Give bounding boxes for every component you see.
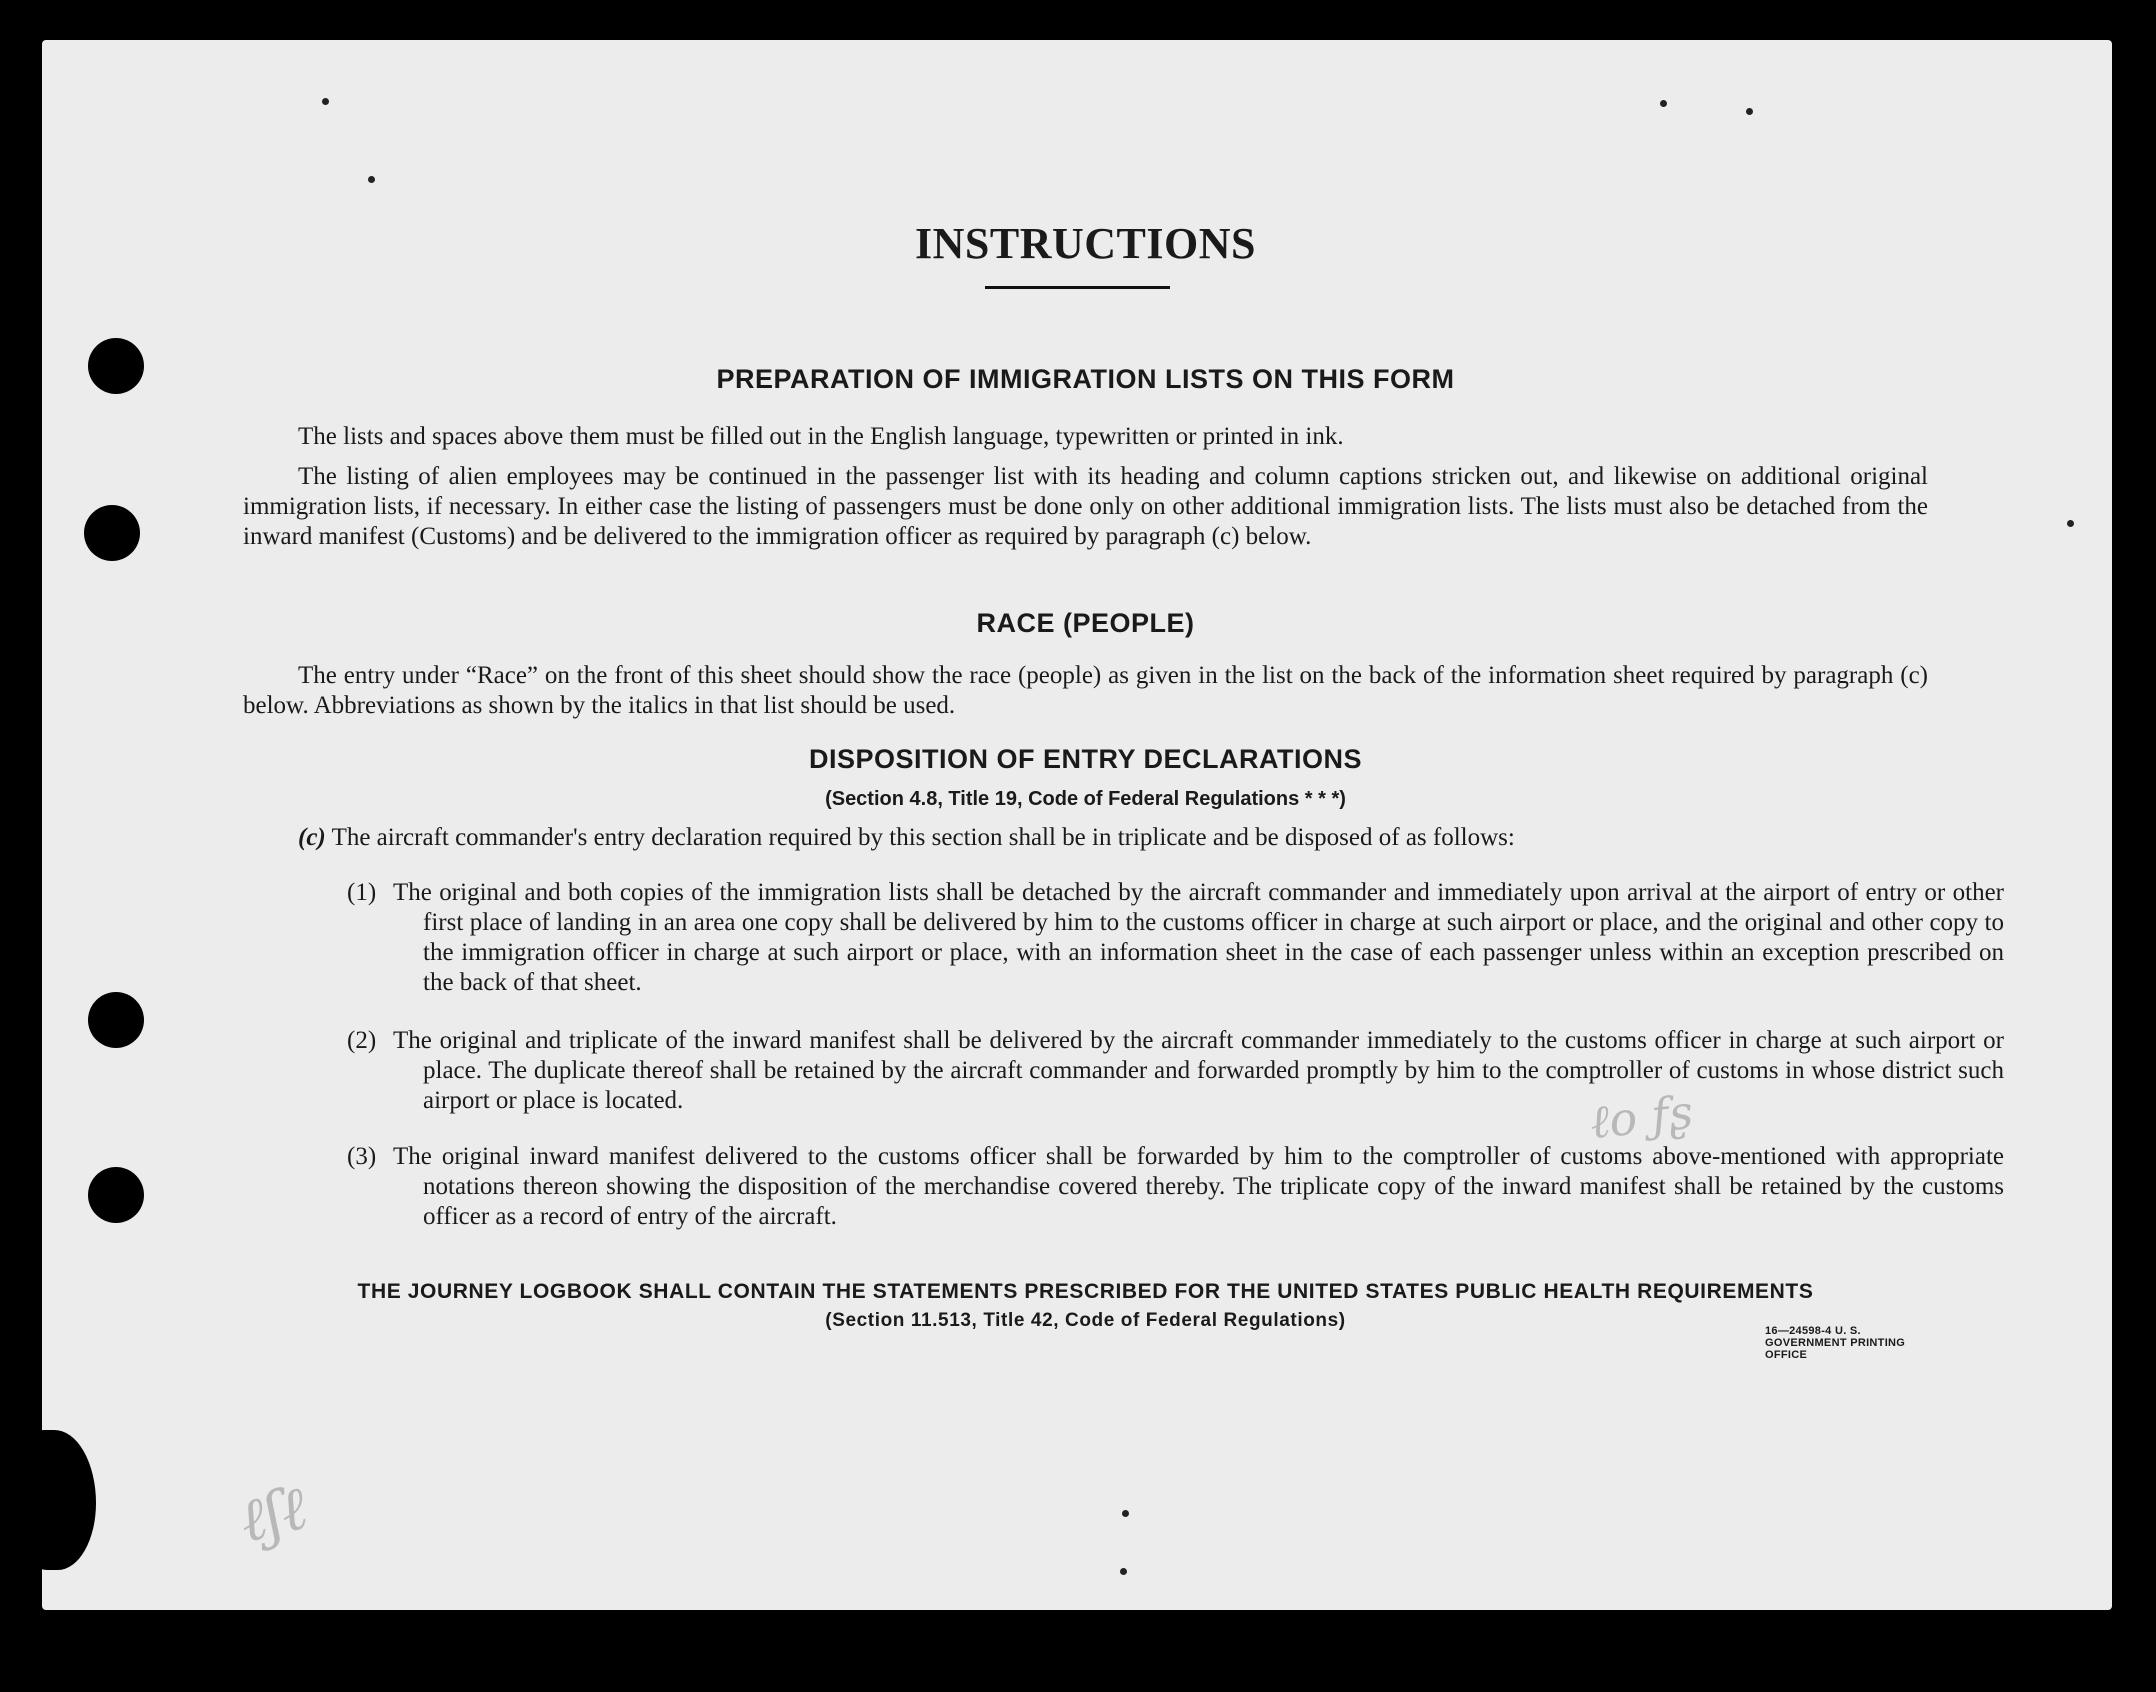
printer-imprint: 16—24598-4 U. S. GOVERNMENT PRINTING OFFICE <box>1765 1325 1906 1361</box>
speck <box>322 98 329 105</box>
page-title: INSTRUCTIONS <box>915 219 1256 268</box>
list-item-number: (3) <box>347 1143 377 1170</box>
paragraph-intro-text: The aircraft commander's entry declaration required by this section shall be in triplicate and be disposed of as follows: <box>331 824 1515 851</box>
show-through-handwriting: ℓʃℓ <box>232 1473 314 1557</box>
punch-hole <box>88 338 144 394</box>
paragraph-intro <box>298 823 1928 853</box>
list-item-text: The original inward manifest delivered to the customs officer shall be forwarded by him to the comptroller of customs above-mentioned with appropriate notations thereon showing the disposition of the merchandise covered thereby. The triplicate copy of the inward manifest shall be retained by the customs officer as a record of entry of the aircraft. <box>393 1143 2004 1230</box>
list-item <box>347 878 2004 998</box>
speck <box>1746 108 1753 115</box>
show-through-handwriting: ℓο ƒʂ <box>1587 1084 1695 1150</box>
list-item-text: The original and both copies of the immigration lists shall be detached by the aircraft commander and immediately upon arrival at the airport of entry or other first place of landing in an area one copy shall be delivered by him to the customs officer in charge at such airport or place, and the original and other copy to the immigration officer in charge at such airport or place, with an information sheet in the case of each passenger unless within an exception prescribed on the back of that sheet. <box>393 879 2004 996</box>
title-underline <box>985 286 1170 289</box>
section-heading-race: RACE (PEOPLE) <box>976 608 1195 638</box>
list-item-number: (1) <box>347 879 377 906</box>
section-heading-disposition: DISPOSITION OF ENTRY DECLARATIONS <box>808 744 1363 774</box>
punch-hole <box>84 505 140 561</box>
torn-corner <box>16 1430 96 1570</box>
paragraph-label: (c) <box>298 824 326 851</box>
section-heading-preparation: PREPARATION OF IMMIGRATION LISTS ON THIS FORM <box>716 364 1455 394</box>
speck <box>2067 520 2074 527</box>
paragraph-listing: The listing of alien employees may be continued in the passenger list with its heading and column captions stricken out, and likewise on additional original immigration lists, if necessary. In either case the listing of passengers must be done only on other additional immigration lists. The lists must also be detached from the inward manifest (Customs) and be delivered to the immigration officer as required by paragraph (c) below. <box>243 463 1928 550</box>
list-item <box>347 1026 2004 1116</box>
speck <box>1660 100 1667 107</box>
footer-citation: (Section 11.513, Title 42, Code of Federal Regulations) <box>825 1310 1346 1331</box>
citation-title-19: (Section 4.8, Title 19, Code of Federal Regulations * * *) <box>825 788 1346 810</box>
list-item <box>347 1142 2004 1232</box>
list-item-number: (2) <box>347 1027 377 1054</box>
footer-statement: THE JOURNEY LOGBOOK SHALL CONTAIN THE STATEMENTS PRESCRIBED FOR THE UNITED STATES PUBLIC HEALTH REQUIREMENTS <box>357 1280 1814 1303</box>
punch-hole <box>88 992 144 1048</box>
speck <box>1122 1510 1129 1517</box>
speck <box>1120 1568 1127 1575</box>
paragraph-race: The entry under “Race” on the front of this sheet should show the race (people) as given in the list on the back of the information sheet required by paragraph (c) below. Abbreviations as shown by the italics in that list should be used. <box>243 662 1928 719</box>
list-item-text: The original and triplicate of the inward manifest shall be delivered by the aircraft commander immediately to the customs officer in charge at such airport or place. The duplicate thereof shall be retained by the aircraft commander and forwarded promptly by him to the comptroller of customs in whose district such airport or place is located. <box>393 1027 2004 1114</box>
speck <box>368 176 375 183</box>
paragraph-language: The lists and spaces above them must be filled out in the English language, typewritten or printed in ink. <box>298 423 1344 450</box>
punch-hole <box>88 1167 144 1223</box>
